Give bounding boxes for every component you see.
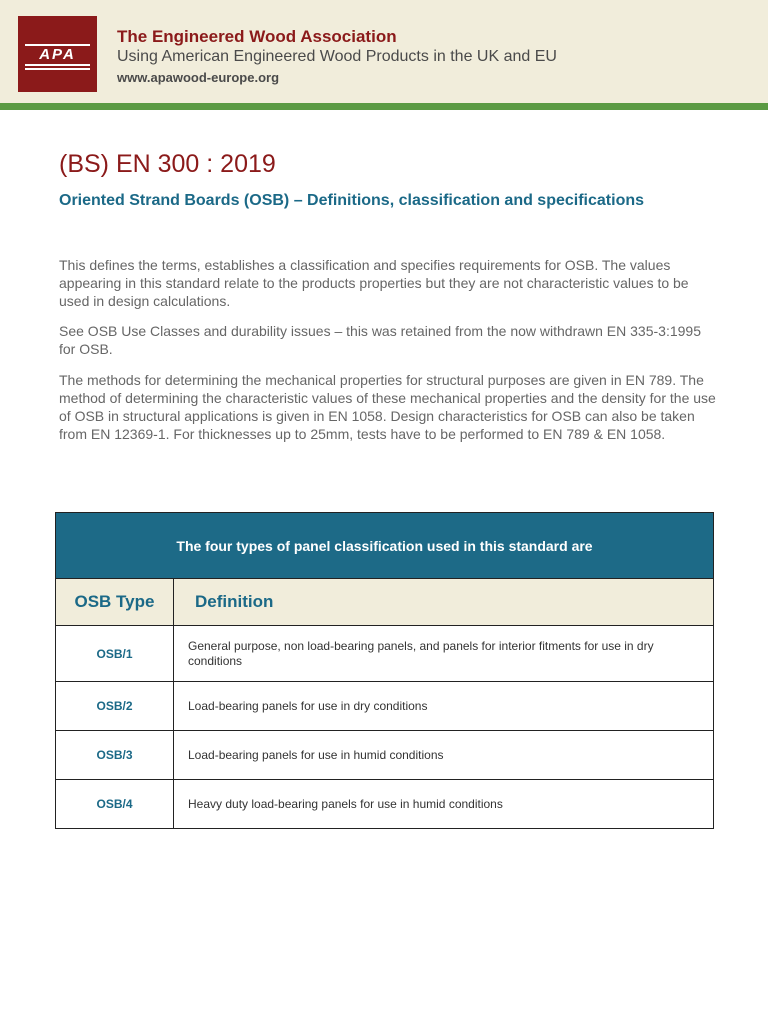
definition-cell: Load-bearing panels for use in humid conditions	[188, 747, 444, 762]
org-subtitle: Using American Engineered Wood Products in the UK and EU	[117, 48, 557, 65]
definition-cell: General purpose, non load-bearing panels, and panels for interior fitments for use in dry conditions	[188, 638, 654, 668]
osb-type-cell: OSB/1	[56, 626, 174, 681]
osb-type-cell: OSB/4	[56, 780, 174, 828]
table-row	[56, 731, 713, 780]
column-header-definition: Definition	[195, 592, 274, 611]
table-row	[56, 626, 713, 682]
logo-line	[25, 68, 90, 70]
logo-text: APA	[39, 46, 76, 63]
intro-paragraph: This defines the terms, establishes a classification and specifies requirements for OSB. The values appearing in this standard relate to the products properties but they are not characteristic values to be used in design calculations.	[59, 257, 689, 309]
use-classes-paragraph: See OSB Use Classes and durability issues – this was retained from the now withdrawn EN 335-3:1995 for OSB.	[59, 323, 701, 357]
org-url-link[interactable]: www.apawood-europe.org	[117, 70, 280, 85]
column-header-type: OSB Type	[56, 579, 174, 625]
logo-line	[25, 64, 90, 66]
osb-type-cell: OSB/2	[56, 682, 174, 730]
org-title: The Engineered Wood Association	[117, 27, 397, 46]
table-caption: The four types of panel classification used in this standard are	[56, 513, 713, 579]
table-row	[56, 682, 713, 731]
document-title: (BS) EN 300 : 2019	[59, 150, 276, 178]
page-header	[0, 0, 768, 110]
osb-type-cell: OSB/3	[56, 731, 174, 779]
definition-cell: Load-bearing panels for use in dry conditions	[188, 698, 428, 713]
apa-logo	[18, 16, 97, 92]
table-row	[56, 780, 713, 828]
classification-table	[55, 512, 714, 829]
definition-cell: Heavy duty load-bearing panels for use in humid conditions	[188, 796, 503, 811]
table-header-row	[56, 579, 713, 626]
methods-paragraph: The methods for determining the mechanical properties for structural purposes are given in EN 789. The method of determining the characteristic values of these mechanical properties and the density for the use of OSB in structural applications is given in EN 1058. Design characteristics for OSB can also be taken from EN 12369-1. For thicknesses up to 25mm, tests have to be performed to EN 789 & EN 1058.	[59, 372, 716, 442]
document-subtitle: Oriented Strand Boards (OSB) – Definitions, classification and specifications	[59, 192, 645, 209]
